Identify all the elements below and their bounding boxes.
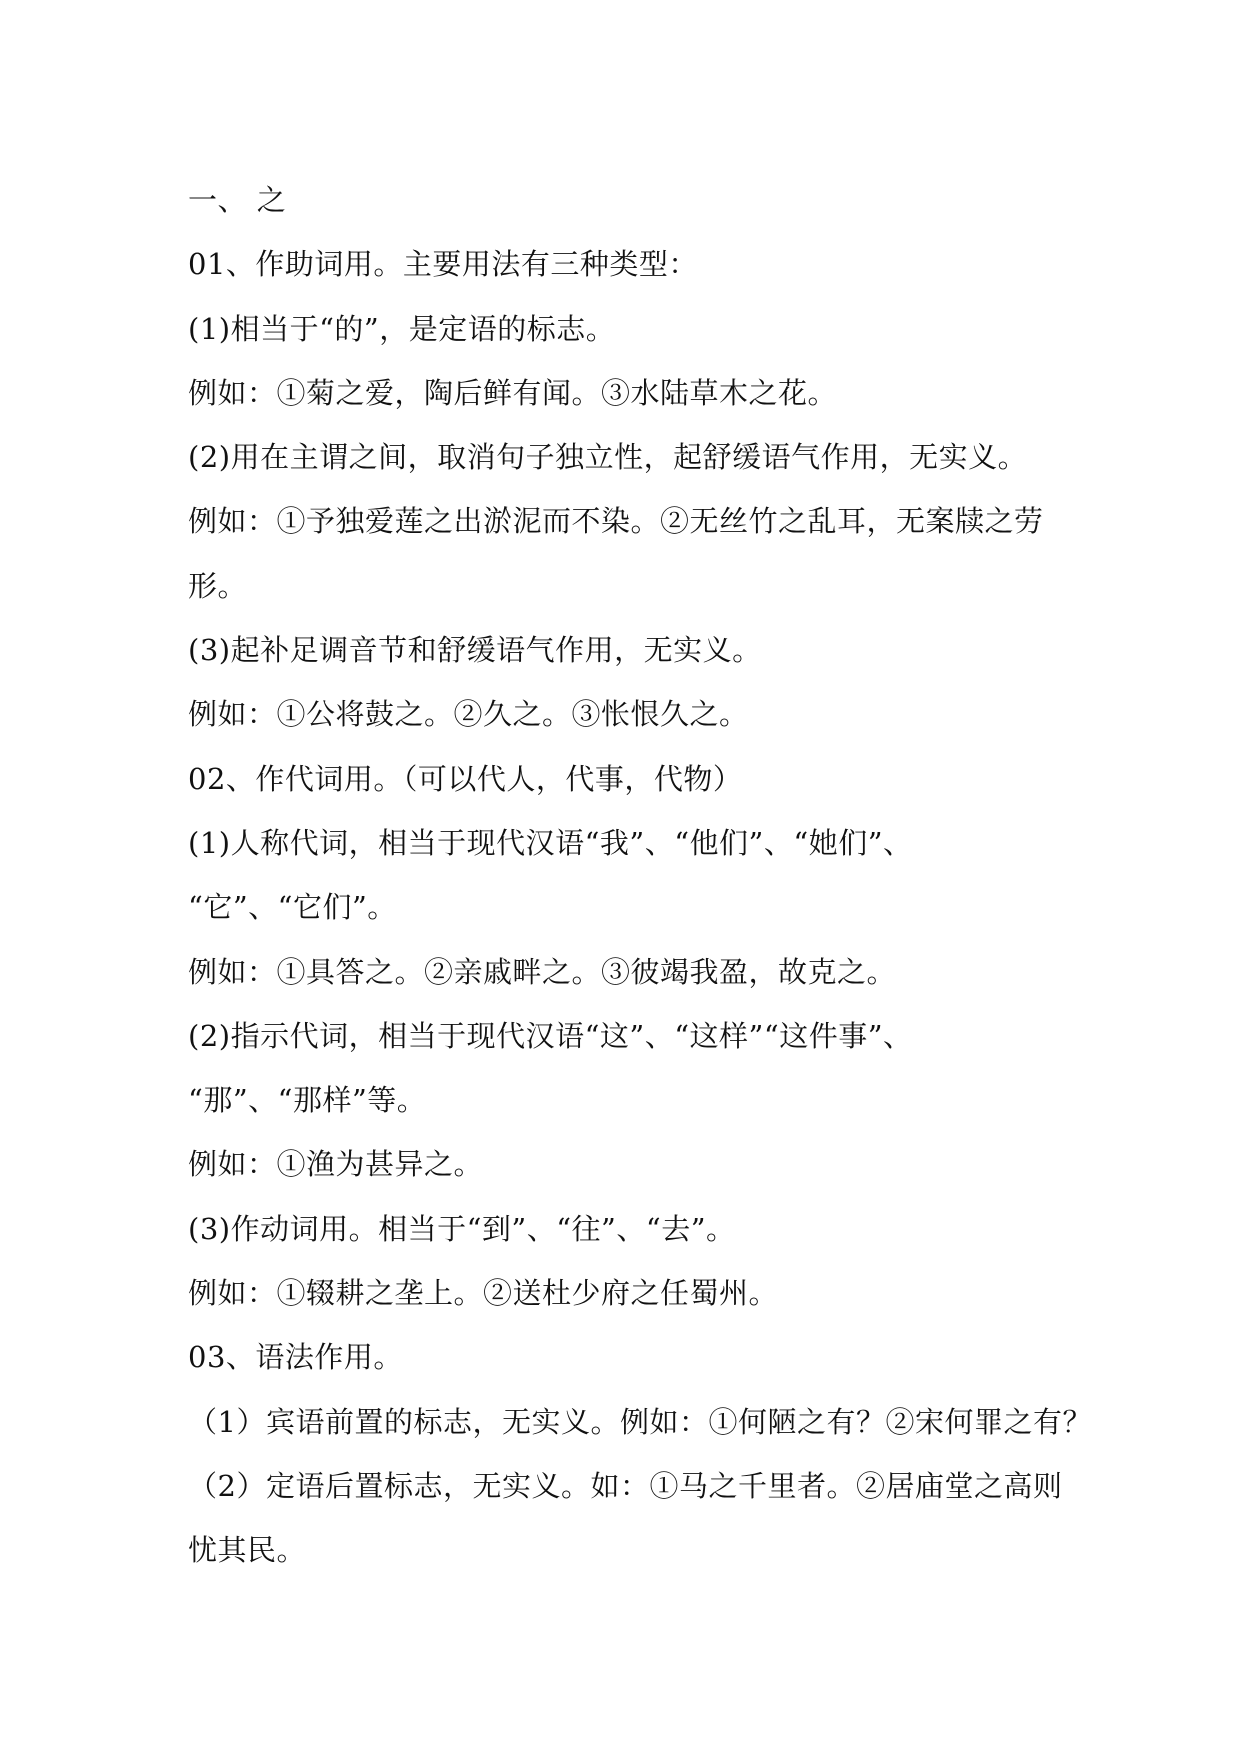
example-line: 例如：①具答之。②亲戚畔之。③彼竭我盈，故克之。 [188,954,897,989]
example-line: 例如：①菊之爱，陶后鲜有闻。③水陆草木之花。 [188,375,838,410]
subsection-heading: 02、作代词用。（可以代人，代事，代物） [188,761,743,796]
subsection-heading: 01、作助词用。主要用法有三种类型： [188,247,698,282]
example-line: 例如：①辍耕之垄上。②送杜少府之任蜀州。 [188,1276,779,1311]
section-heading: 一、 之 [188,183,287,217]
example-line-continued: 形。 [188,568,248,603]
usage-item-continued: 忧其民。 [188,1533,307,1568]
usage-item: (3)起补足调音节和舒缓语气作用，无实义。 [188,633,762,668]
document-body [188,168,1092,1583]
usage-item-continued: “那”、“那样”等。 [188,1083,427,1118]
example-line: 例如：①公将鼓之。②久之。③怅恨久之。 [188,697,749,732]
example-line: 例如：①予独爱莲之出淤泥而不染。②无丝竹之乱耳，无案牍之劳 [188,504,1044,539]
usage-item: (1)人称代词，相当于现代汉语“我”、“他们”、“她们”、 [188,825,913,860]
usage-item: (2)用在主谓之间，取消句子独立性，起舒缓语气作用，无实义。 [188,440,1028,475]
usage-item: （1）宾语前置的标志，无实义。例如：①何陋之有？②宋何罪之有？ [188,1404,1092,1439]
usage-item: （2）定语后置标志，无实义。如：①马之千里者。②居庙堂之高则 [188,1468,1063,1503]
subsection-heading: 03、语法作用。 [188,1340,403,1375]
usage-item-continued: “它”、“它们”。 [188,890,397,925]
example-line: 例如：①渔为甚异之。 [188,1147,484,1182]
usage-item: (1)相当于“的”，是定语的标志。 [188,311,616,346]
usage-item: (3)作动词用。相当于“到”、“往”、“去”。 [188,1211,736,1246]
usage-item: (2)指示代词，相当于现代汉语“这”、“这样”“这件事”、 [188,1018,913,1053]
